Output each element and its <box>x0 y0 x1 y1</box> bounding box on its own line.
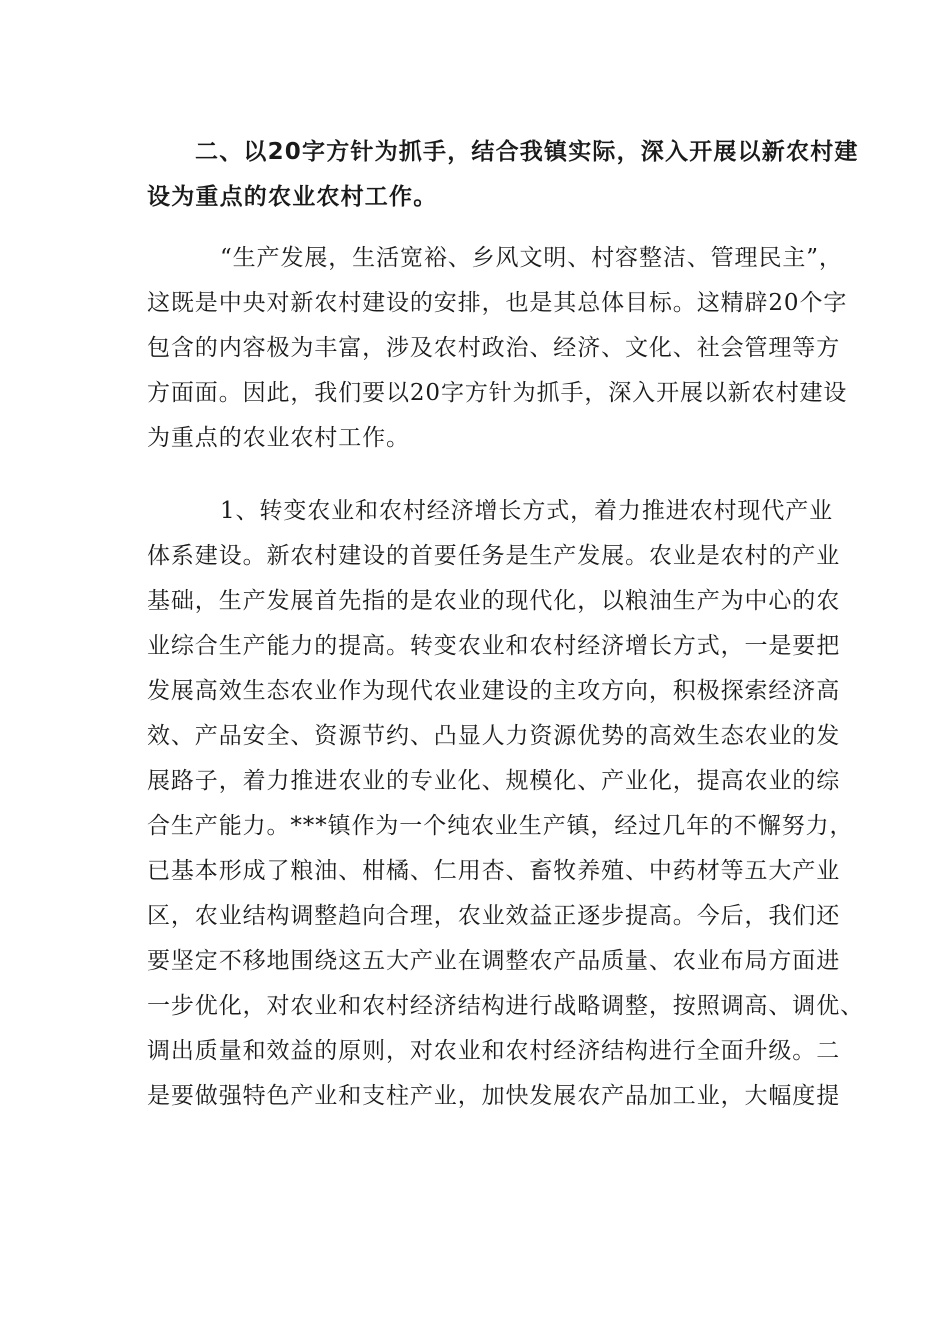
paragraph-2-line-8: 合生产能力。***镇作为一个纯农业生产镇，经过几年的不懈努力， <box>147 813 854 839</box>
paragraph-2-line-7: 展路子，着力推进农业的专业化、规模化、产业化，提高农业的综 <box>147 768 841 794</box>
paragraph-1-line-3: 包含的内容极为丰富，涉及农村政治、经济、文化、社会管理等方 <box>147 335 841 361</box>
paragraph-1-line-4: 方面面。因此，我们要以20字方针为抓手，深入开展以新农村建设 <box>147 380 848 406</box>
paragraph-2-line-2: 体系建设。新农村建设的首要任务是生产发展。农业是农村的产业 <box>147 543 841 569</box>
paragraph-1-line-1: “生产发展，生活宽裕、乡风文明、村容整洁、管理民主”， <box>220 245 843 271</box>
paragraph-2-line-4: 业综合生产能力的提高。转变农业和农村经济增长方式，一是要把 <box>147 633 841 659</box>
paragraph-2-line-3: 基础，生产发展首先指的是农业的现代化，以粮油生产为中心的农 <box>147 588 841 614</box>
section-heading-line-2: 设为重点的农业农村工作。 <box>147 184 438 210</box>
paragraph-2-line-11: 要坚定不移地围绕这五大产业在调整农产品质量、农业布局方面进 <box>147 948 841 974</box>
paragraph-2-line-1: 1、转变农业和农村经济增长方式，着力推进农村现代产业 <box>220 498 834 524</box>
paragraph-2-line-10: 区，农业结构调整趋向合理，农业效益正逐步提高。今后，我们还 <box>147 903 841 929</box>
paragraph-1-line-2: 这既是中央对新农村建设的安排，也是其总体目标。这精辟20个字 <box>147 290 848 316</box>
paragraph-2-line-9: 已基本形成了粮油、柑橘、仁用杏、畜牧养殖、中药材等五大产业 <box>147 858 841 884</box>
paragraph-2-line-5: 发展高效生态农业作为现代农业建设的主攻方向，积极探索经济高 <box>147 678 841 704</box>
paragraph-2-line-12: 一步优化，对农业和农村经济结构进行战略调整，按照调高、调优、 <box>147 993 864 1019</box>
paragraph-2-line-6: 效、产品安全、资源节约、凸显人力资源优势的高效生态农业的发 <box>147 723 841 749</box>
paragraph-2-line-14: 是要做强特色产业和支柱产业，加快发展农产品加工业，大幅度提 <box>147 1083 841 1109</box>
paragraph-1-line-5: 为重点的农业农村工作。 <box>147 425 410 451</box>
section-heading-line-1: 二、以20字方针为抓手，结合我镇实际，深入开展以新农村建 <box>195 139 859 165</box>
paragraph-2-line-13: 调出质量和效益的原则，对农业和农村经济结构进行全面升级。二 <box>147 1038 841 1064</box>
